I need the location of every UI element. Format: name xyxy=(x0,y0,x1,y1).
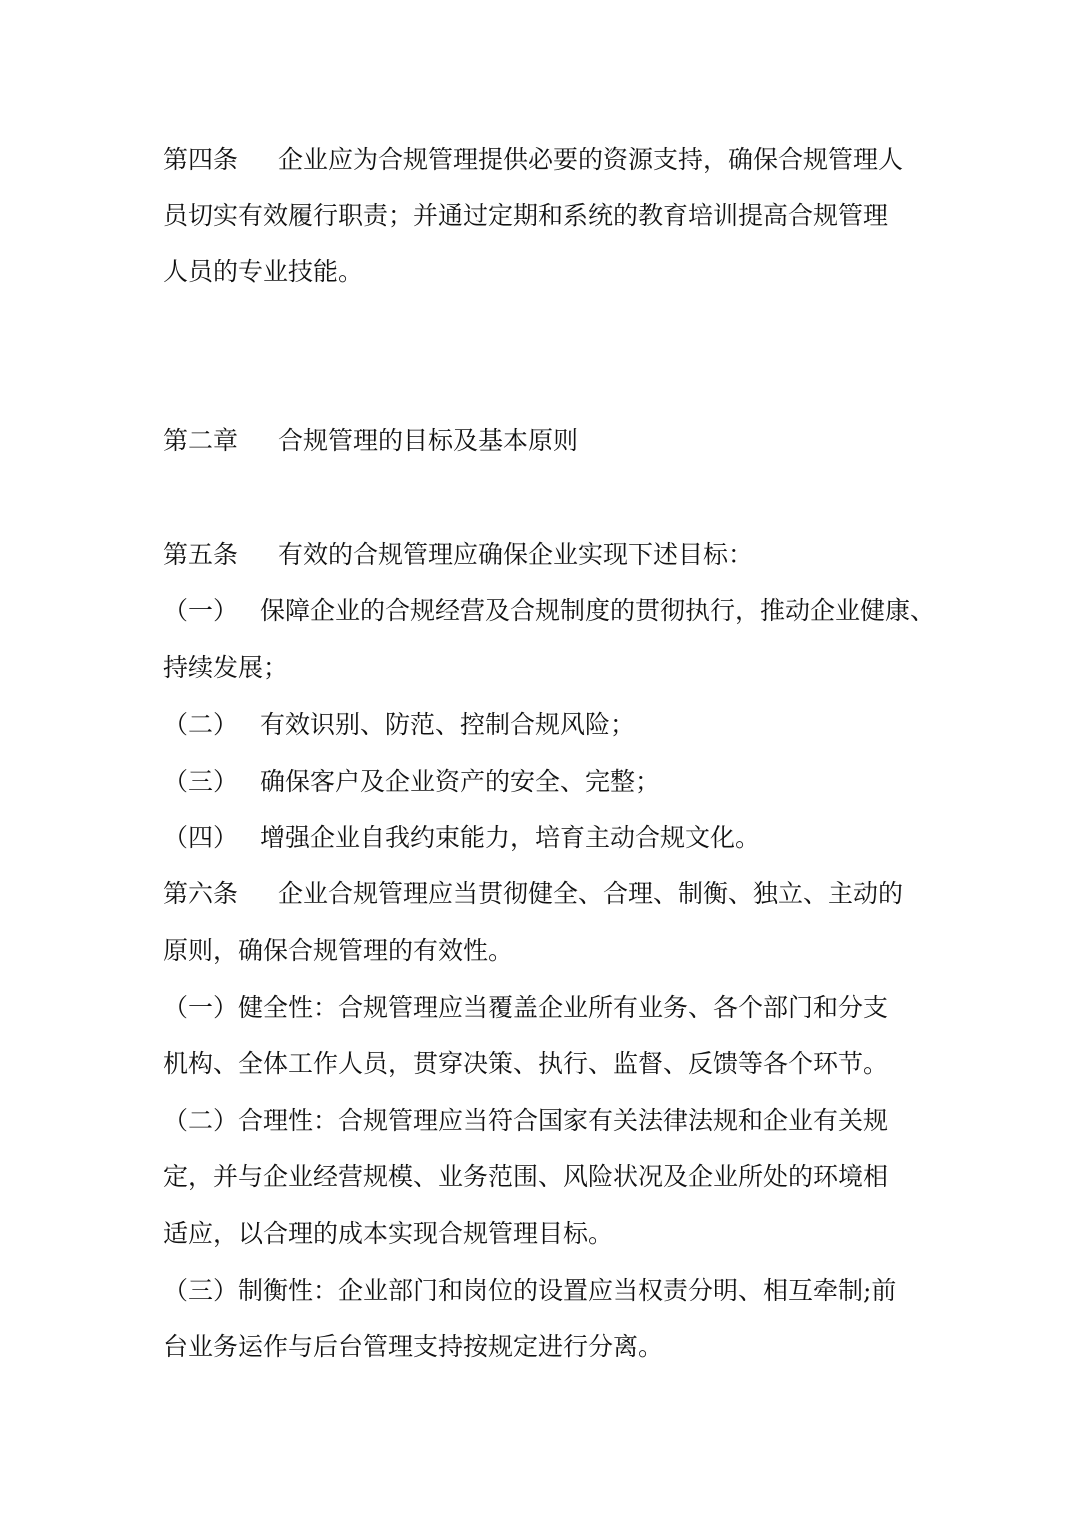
item-text: 有效识别、防范、控制合规风险； xyxy=(260,710,636,739)
item-marker: （四） xyxy=(163,823,239,852)
chapter-heading xyxy=(163,424,578,458)
chapter-title: 合规管理的目标及基本原则 xyxy=(278,426,579,455)
article4-line-2: 员切实有效履行职责；并通过定期和系统的教育培训提高合规管理 xyxy=(163,201,889,230)
article6-intro-line xyxy=(163,877,903,911)
article6-item-2-line-2: 定，并与企业经营规模、业务范围、风险状况及企业所处的环境相 xyxy=(163,1162,889,1191)
article6-item-2-line-3: 适应，以合理的成本实现合规管理目标。 xyxy=(163,1219,614,1248)
article6-item-1-line-2: 机构、全体工作人员，贯穿决策、执行、监督、反馈等各个环节。 xyxy=(163,1049,889,1078)
article5-intro-line xyxy=(163,538,753,572)
article6-heading: 第六条 xyxy=(163,879,239,908)
article6-item-1-line-1: （一）健全性：合规管理应当覆盖企业所有业务、各个部门和分支 xyxy=(163,993,889,1022)
article4-line-1 xyxy=(163,143,903,177)
article6-item-3-line-2: 台业务运作与后台管理支持按规定进行分离。 xyxy=(163,1332,664,1361)
article6-item-2-line-1: （二）合理性：合规管理应当符合国家有关法律法规和企业有关规 xyxy=(163,1106,889,1135)
article5-item-4 xyxy=(163,821,760,855)
article5-item-3 xyxy=(163,765,660,799)
item-marker: （二） xyxy=(163,710,239,739)
article4-text: 企业应为合规管理提供必要的资源支持，确保合规管理人 xyxy=(278,145,904,174)
chapter-number: 第二章 xyxy=(163,426,239,455)
item-marker: （一） xyxy=(163,596,239,625)
item-text: 增强企业自我约束能力，培育主动合规文化。 xyxy=(260,823,761,852)
item-text: 保障企业的合规经营及合规制度的贯彻执行，推动企业健康、 xyxy=(260,596,936,625)
article5-heading: 第五条 xyxy=(163,540,239,569)
article5-item-2 xyxy=(163,708,635,742)
item-text: 确保客户及企业资产的安全、完整； xyxy=(260,767,661,796)
article6-item-3-line-1: （三）制衡性：企业部门和岗位的设置应当权责分明、相互牵制;前 xyxy=(163,1276,897,1305)
article4-line-3: 人员的专业技能。 xyxy=(163,257,364,286)
article5-item-1-continuation: 持续发展； xyxy=(163,653,289,682)
item-marker: （三） xyxy=(163,767,239,796)
article6-intro: 企业合规管理应当贯彻健全、合理、制衡、独立、主动的 xyxy=(278,879,904,908)
article5-intro: 有效的合规管理应确保企业实现下述目标： xyxy=(278,540,754,569)
article6-intro-continuation: 原则，确保合规管理的有效性。 xyxy=(163,936,514,965)
article4-heading: 第四条 xyxy=(163,145,239,174)
article5-item-1 xyxy=(163,594,935,628)
